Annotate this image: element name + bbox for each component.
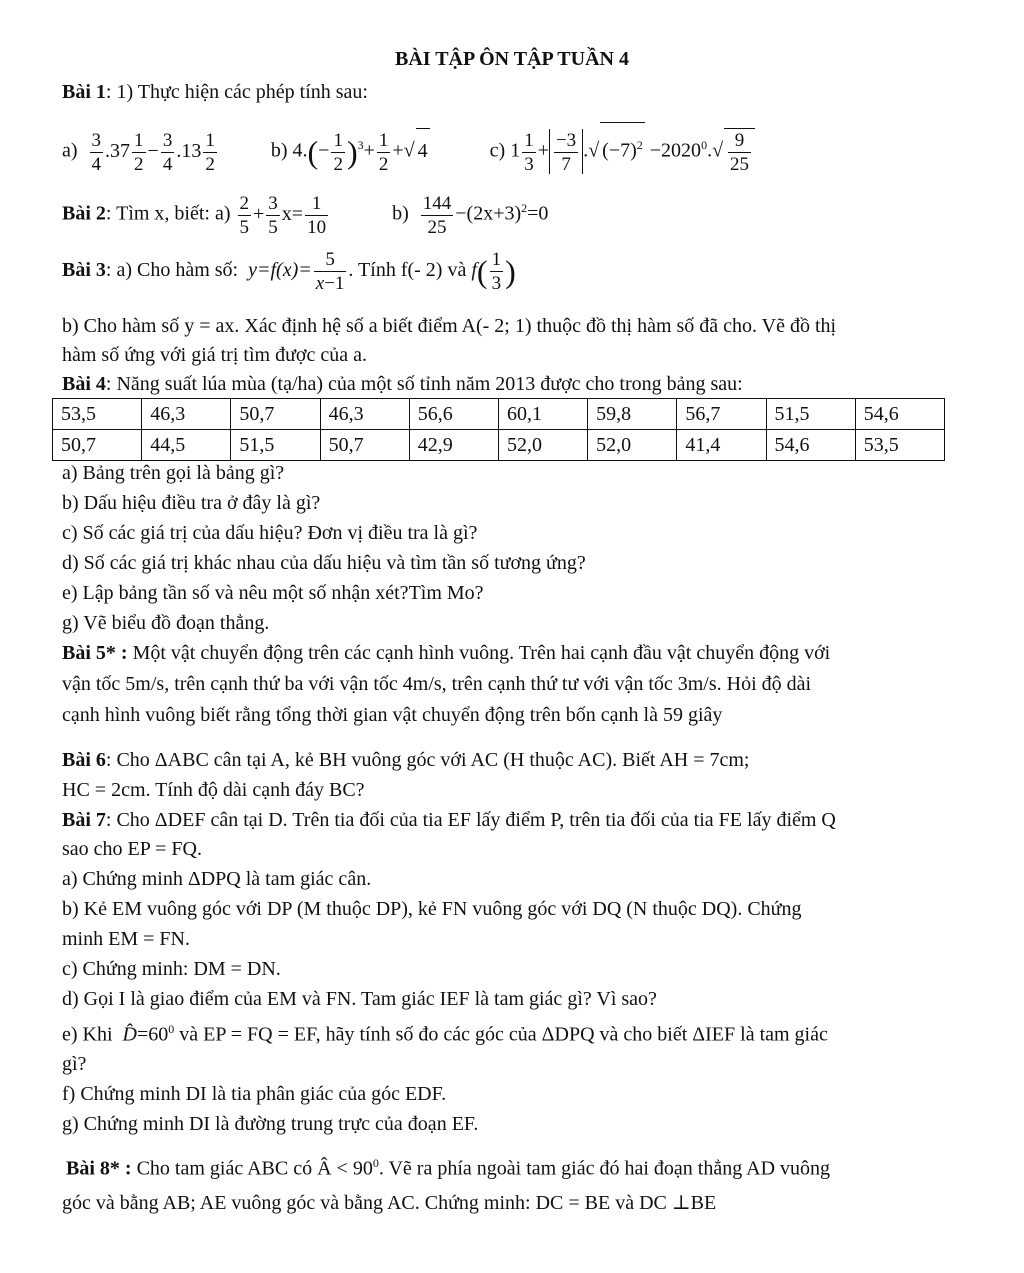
bai5-line1 [62,641,830,665]
bai7-l1: : Cho ΔDEF cân tại D. Trên tia đối của tia EF lấy điểm P, trên tia đối của tia FE lấy điểm Q [105,809,836,831]
bai3-tinh: . Tính f(- 2) và [348,259,467,281]
bai1-label: Bài 1 [62,81,106,103]
bai1-heading [62,80,368,104]
bai7-line6: c) Chứng minh: DM = DN. [62,958,281,980]
bai7-line11: g) Chứng minh DI là đường trung trực của đoạn EF. [62,1113,479,1135]
bai8-sup: 0 [372,1156,379,1170]
bai2-line [62,186,548,237]
bai5-label: Bài 5* : [62,642,128,664]
bai4-question-c: c) Số các giá trị của dấu hiệu? Đơn vị điều tra là gì? [62,522,478,544]
bai7-line5: minh EM = FN. [62,928,190,950]
table-cell: 53,5 [53,399,142,430]
table-cell: 46,3 [142,399,231,430]
bai1-expressions [62,122,755,174]
bai3-line3: hàm số ứng với giá trị tìm được của a. [62,344,367,366]
table-row [53,430,945,461]
bai2-a-expr: $\frac{2}{5}$ + $\frac{3}{5}$ x= $\frac{1}{10}$ [239,192,327,238]
page-title: BÀI TẬP ÔN TẬP TUẦN 4 [395,48,629,70]
bai3-label: Bài 3 [62,259,106,281]
bai1-b-expr: 4.(− $\frac{1}{2}$ )$^3$+ $\frac{1}{2}$ +√ 4 [292,129,428,175]
bai3-line2: b) Cho hàm số y = ax. Xác định hệ số a biết điểm A(- 2; 1) thuộc đồ thị hàm số đã cho. Vẽ đồ thị [62,315,837,337]
table-cell: 56,7 [677,399,766,430]
table-cell: 51,5 [766,399,855,430]
table-cell: 52,0 [498,430,587,461]
bai8-line1 [66,1151,830,1181]
table-cell: 54,6 [766,430,855,461]
bai1-c-expr: 1 $\frac{1}{3}$ + $\frac{-3}{7}$ .√ $(-7)^2 -2020^0.√$ $\frac{9}{25}$ [510,122,755,174]
bai4-question-d: d) Số các giá trị khác nhau của dấu hiệu và tìm tần số tương ứng? [62,552,586,574]
bai4-text: : Năng suất lúa mùa (tạ/ha) của một số tỉnh năm 2013 được cho trong bảng sau: [105,373,743,395]
bai3-text-a: : a) Cho hàm số: [105,259,239,281]
bai4-data-table [52,398,945,461]
bai7-label: Bài 7 [62,809,106,831]
bai7-line2: sao cho EP = FQ. [62,838,202,860]
bai7-e-pre: e) Khi [62,1023,113,1046]
table-cell: 50,7 [320,430,409,461]
bai7-e-post: và EP = FQ = EF, hãy tính số đo các góc của ΔDPQ và cho biết ΔIEF là tam giác [174,1023,828,1046]
bai3-line1 [62,248,516,293]
bai8-post: . Vẽ ra phía ngoài tam giác đó hai đoạn thẳng AD vuông [378,1157,831,1180]
bai5-line3: cạnh hình vuông biết rằng tổng thời gian vật chuyển động trên bốn cạnh là 59 giây [62,704,723,726]
bai6-line2: HC = 2cm. Tính độ dài cạnh đáy BC? [62,779,365,801]
bai1-b-label: b) [270,139,288,162]
table-cell: 46,3 [320,399,409,430]
bai4-question-g: g) Vẽ biểu đồ đoạn thẳng. [62,612,270,634]
bai2-text: : Tìm x, biết: a) [105,202,231,225]
bai2-b-expr: $\frac{144}{25}$ $-(2x+3)^2=0$ [422,192,549,238]
table-cell: 50,7 [231,399,320,430]
table-cell: 42,9 [409,430,498,461]
bai8-pre: Cho tam giác ABC có Â < 90 [131,1157,373,1180]
bai3-f-one-third: f( $\frac{1}{3}$ ) [471,248,516,294]
bai7-line1 [62,808,836,832]
bai4-question-b: b) Dấu hiệu điều tra ở đây là gì? [62,492,321,514]
bai1-a-label: a) [62,139,78,162]
table-cell: 53,5 [855,430,944,461]
bai7-line3: a) Chứng minh ΔDPQ là tam giác cân. [62,868,372,890]
bai5-line2: vận tốc 5m/s, trên cạnh thứ ba với vận tốc 4m/s, trên cạnh thứ tư với vận tốc 3m/s. Hỏi độ dài [62,673,812,695]
table-cell: 44,5 [142,430,231,461]
table-cell: 56,6 [409,399,498,430]
bai2-b-label: b) [392,202,409,225]
angle-d-expr: $D̂=60^0$ [122,1022,175,1046]
bai7-line8 [62,1017,828,1047]
bai8-line2: góc và bằng AB; AE vuông góc và bằng AC. Chứng minh: DC = BE và DC ⊥BE [62,1192,717,1214]
bai6-label: Bài 6 [62,749,106,771]
bai5-l1: Một vật chuyển động trên các cạnh hình vuông. Trên hai cạnh đầu vật chuyển động với [127,642,831,664]
bai1-c-label: c) [489,139,506,162]
bai8-label: Bài 8* : [66,1157,132,1180]
bai4-heading [62,372,743,396]
table-cell: 60,1 [498,399,587,430]
table-cell: 59,8 [588,399,677,430]
table-cell: 50,7 [53,430,142,461]
bai7-line7: d) Gọi I là giao điểm của EM và FN. Tam giác IEF là tam giác gì? Vì sao? [62,988,657,1010]
table-cell: 41,4 [677,430,766,461]
table-row [53,399,945,430]
table-cell: 52,0 [588,430,677,461]
bai4-label: Bài 4 [62,373,106,395]
bai4-question-a: a) Bảng trên gọi là bảng gì? [62,462,285,484]
bai7-line4: b) Kẻ EM vuông góc với DP (M thuộc DP), kẻ FN vuông góc với DQ (N thuộc DQ). Chứng [62,898,802,920]
bai7-line9: gì? [62,1053,87,1075]
bai6-line1 [62,748,749,772]
bai2-label: Bài 2 [62,202,106,225]
bai1-a-expr: $\frac{3}{4}$ .37 $\frac{1}{2}$ − $\frac{3}{4}$ .13 $\frac{1}{2}$ [91,129,215,175]
bai7-line10: f) Chứng minh DI là tia phân giác của góc EDF. [62,1083,447,1105]
table-cell: 54,6 [855,399,944,430]
table-cell: 51,5 [231,430,320,461]
bai6-l1: : Cho ΔABC cân tại A, kẻ BH vuông góc với AC (H thuộc AC). Biết AH = 7cm; [105,749,750,771]
bai1-text: : 1) Thực hiện các phép tính sau: [105,81,368,103]
bai4-question-e: e) Lập bảng tần số và nêu một số nhận xét?Tìm Mo? [62,582,484,604]
bai3-function-expr: y=f(x)= $\frac{5}{x-1}$ [248,248,345,294]
